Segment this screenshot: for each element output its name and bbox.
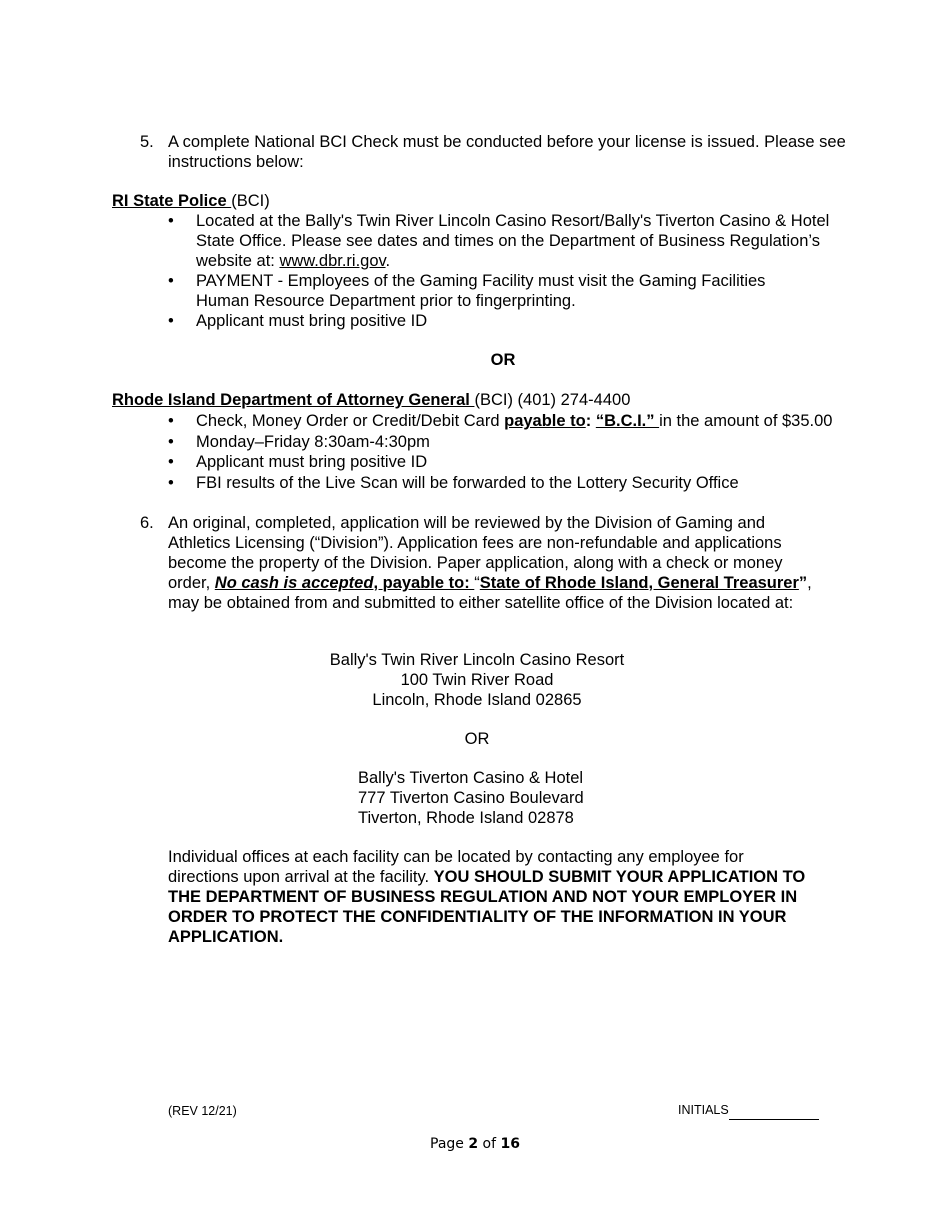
item-5-number: 5. [140, 133, 154, 151]
item-5 [140, 132, 154, 152]
item-6-payee: State of Rhode Island, General Treasurer [479, 574, 799, 592]
page-total: 16 [500, 1136, 520, 1152]
closing-line5: APPLICATION. [168, 928, 284, 946]
page-of: of [478, 1136, 501, 1152]
ag-bullet-payment [196, 411, 896, 431]
closing-line2-bold: YOU SHOULD SUBMIT YOUR APPLICATION TO [433, 868, 806, 886]
ag-bci-payee: “B.C.I.” [595, 412, 660, 430]
item-6-payable-to: payable to: [382, 574, 475, 592]
ag-colon: : [585, 412, 596, 430]
closing-paragraph [168, 847, 868, 947]
address-tiverton-name: Bally's Tiverton Casino & Hotel [358, 769, 584, 787]
ag-heading [112, 390, 630, 410]
ri-bullet-location [196, 211, 861, 271]
item-6-line4-end: , [807, 574, 812, 592]
page-label: Page [430, 1136, 469, 1152]
item-5-text: A complete National BCI Check must be conducted before your license is issued. Please see instructions below: [168, 133, 846, 171]
revision-label: (REV 12/21) [168, 1104, 237, 1118]
ri-bullet-payment-line1: PAYMENT - Employees of the Gaming Facility must visit the Gaming Facilities [196, 272, 766, 290]
initials-label: INITIALS [678, 1103, 729, 1117]
item-6-line2: Athletics Licensing (“Division”). Application fees are non-refundable and applications [168, 534, 782, 552]
address-lincoln-name: Bally's Twin River Lincoln Casino Resort [329, 651, 625, 669]
address-tiverton [358, 768, 584, 828]
item-6-quote-close: ” [798, 574, 808, 592]
ri-state-police-suffix: (BCI) [231, 192, 270, 210]
item-6-line4 [168, 573, 868, 593]
ri-bullet-payment [196, 271, 876, 311]
closing-line4: ORDER TO PROTECT THE CONFIDENTIALITY OF THE INFORMATION IN YOUR [168, 908, 787, 926]
address-lincoln [0, 650, 950, 710]
ri-bullet-location-end: . [385, 252, 391, 270]
item-6-quote-open: “ [474, 574, 480, 592]
address-tiverton-city: Tiverton, Rhode Island 02878 [358, 809, 574, 827]
closing-line3: THE DEPARTMENT OF BUSINESS REGULATION AND NOT YOUR EMPLOYER IN [168, 888, 798, 906]
dbr-website-link[interactable]: www.dbr.ri.gov [279, 252, 386, 270]
page-current: 2 [468, 1136, 479, 1152]
item-6-number: 6. [140, 514, 154, 532]
ag-bullet-id: Applicant must bring positive ID [196, 453, 428, 471]
item-6-comma: , [373, 574, 383, 592]
ri-bullet-id: Applicant must bring positive ID [196, 312, 428, 330]
bullet-icon: • [168, 412, 174, 430]
page-number [0, 1134, 950, 1154]
ag-amount: in the amount of $35.00 [659, 412, 833, 430]
ri-bullet-payment-line2: Human Resource Department prior to fingerprinting. [196, 292, 576, 310]
item-6-line5: may be obtained from and submitted to either satellite office of the Division located at: [168, 594, 794, 612]
closing-line2 [168, 867, 868, 887]
item-6-line3: become the property of the Division. Paper application, along with a check or money [168, 554, 783, 572]
initials-line[interactable] [729, 1105, 819, 1120]
address-lincoln-street: 100 Twin River Road [400, 671, 554, 689]
closing-line2-text: directions upon arrival at the facility. [168, 868, 434, 886]
bullet-icon: • [168, 312, 174, 330]
item-6-line1: An original, completed, application will be reviewed by the Division of Gaming and [168, 514, 766, 532]
item-6-order: order, [168, 574, 215, 592]
initials-field[interactable] [678, 1100, 819, 1120]
or-separator: OR [464, 730, 490, 748]
ag-payment-text: Check, Money Order or Credit/Debit Card [196, 412, 505, 430]
bullet-icon: • [168, 433, 174, 451]
ri-bullet-location-text: Located at the Bally's Twin River Lincoln Casino Resort/Bally's Tiverton Casino & Hotel State Office. Please see dates and times on the Department of Business Regulation’s website at: [196, 212, 830, 270]
address-tiverton-street: 777 Tiverton Casino Boulevard [358, 789, 584, 807]
or-separator-bold: OR [490, 351, 516, 369]
ri-state-police-title: RI State Police [112, 192, 232, 210]
address-lincoln-city: Lincoln, Rhode Island 02865 [372, 691, 582, 709]
ag-bullet-fbi: FBI results of the Live Scan will be forwarded to the Lottery Security Office [196, 474, 739, 492]
ag-bullet-hours: Monday–Friday 8:30am-4:30pm [196, 433, 430, 451]
bullet-icon: • [168, 272, 174, 290]
item-6-text [168, 513, 868, 613]
ag-title: Rhode Island Department of Attorney General [112, 391, 475, 409]
bullet-icon: • [168, 474, 174, 492]
no-cash-notice: No cash is accepted [214, 574, 374, 592]
closing-line1: Individual offices at each facility can be located by contacting any employee for [168, 848, 744, 866]
ag-suffix: (BCI) (401) 274-4400 [474, 391, 631, 409]
bullet-icon: • [168, 453, 174, 471]
ri-state-police-heading [112, 191, 270, 211]
bullet-icon: • [168, 212, 174, 230]
ag-payable-to: payable to [504, 412, 586, 430]
